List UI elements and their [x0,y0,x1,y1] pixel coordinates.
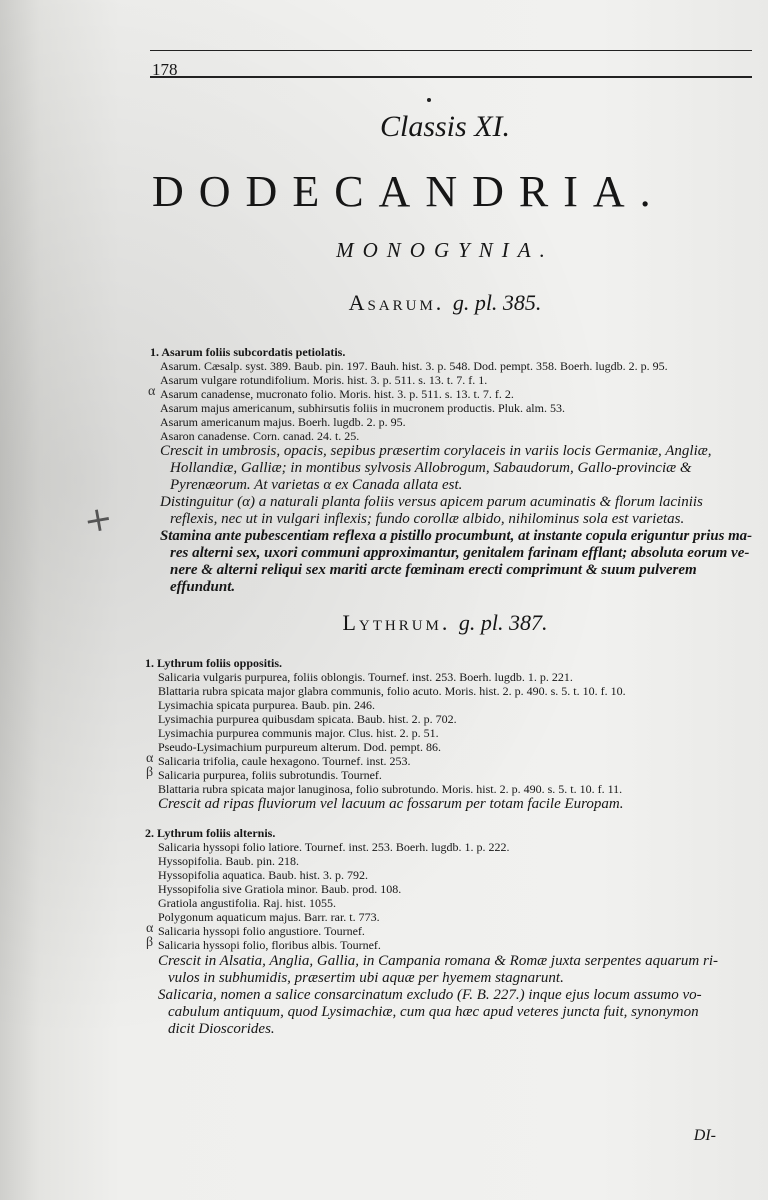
classis-heading: Classis XI. [379,110,511,143]
synonym-line: Pseudo-Lysimachium purpureum alterum. Dod. pempt. 86. [158,740,441,754]
habitat-note: Hollandiæ, Galliæ; in montibus sylvosis Allobrogum, Sabaudorum, Gallo-provinciæ & [170,460,692,476]
habitat-note: Crescit in umbrosis, opacis, sepibus præsertim corylaceis in variis locis Germaniæ, Angliæ, [160,443,712,459]
variety-marker: α [146,921,154,936]
synonym-line: Hyssopifolia aquatica. Baub. hist. 3. p. 792. [158,868,368,882]
catchword: DI- [693,1127,716,1144]
synonym-line: Polygonum aquaticum majus. Barr. rar. t. 773. [158,910,380,924]
page-number: 178 [152,60,178,79]
synonym-line: Blattaria rubra spicata major lanuginosa, folio subrotundo. Moris. hist. 2. p. 490. s. 5. t. 10. f. 11. [158,782,623,796]
stamina-note: Stamina ante pubescentiam reflexa a pistillo procumbunt, at instante copula eriguntur prius ma- [160,528,753,544]
species-line: 2. Lythrum foliis alternis. [145,826,276,840]
synonym-line: Salicaria hyssopi folio angustiore. Tournef. [158,924,365,938]
distinction-note: Distinguitur (α) a naturali planta foliis versus apicem parum acuminatis & florum laciniis [160,494,703,510]
variety-marker: α [146,751,154,766]
variety-marker: α [148,384,156,399]
synonym-line: Lysimachia spicata purpurea. Baub. pin. 246. [158,698,375,712]
synonym-line: Salicaria hyssopi folio latiore. Tournef. inst. 253. Boerh. lugdb. 1. p. 222. [158,840,510,854]
synonym-line: Gratiola angustifolia. Raj. hist. 1055. [158,896,336,910]
synonym-line: Hyssopifolia sive Gratiola minor. Baub. prod. 108. [158,882,402,896]
distinction-note: reflexis, nec ut in vulgari inflexis; fundo corollæ albido, nihilominus sola est varietas. [170,511,685,527]
habitat-note: Crescit ad ripas fluviorum vel lacuum ac fossarum per totam facile Europam. [158,796,624,812]
stamina-note: nere & alterni reliqui sex mariti arcte fœminam erecti comprimunt & suum pulverem [170,562,697,578]
stamina-note: effundunt. [170,579,236,595]
synonym-line: Salicaria trifolia, caule hexagono. Tournef. inst. 253. [158,754,411,768]
synonym-line: Salicaria hyssopi folio, floribus albis. Tournef. [158,938,381,952]
stamina-note: res alterni sex, uxori communi approximantur, genitalem farinam efflant; absoluta eorum ve- [170,545,750,561]
variety-marker: β [146,935,154,950]
nomenclature-note: Salicaria, nomen a salice consarcinatum excludo (F. B. 227.) inque ejus locum assumo vo- [158,987,702,1003]
habitat-note: Pyrenæorum. At varietas α ex Canada allata est. [170,477,463,493]
ornament-dot [427,98,431,102]
synonym-line: Asarum majus americanum, subhirsutis foliis in mucronem productis. Pluk. alm. 53. [160,401,565,415]
synonym-line: Asarum canadense, mucronato folio. Moris. hist. 3. p. 511. s. 13. t. 7. f. 2. [160,387,514,401]
nomenclature-note: dicit Dioscorides. [168,1021,275,1037]
genus-name: Lythrum. [342,610,451,635]
genus-name: Asarum. [348,290,445,315]
synonym-line: Blattaria rubra spicata major glabra communis, folio acuto. Moris. hist. 2. p. 490. s. 5. t. 10. f. 10. [158,684,626,698]
order-subtitle: MONOGYNIA. [336,238,554,262]
variety-marker: β [146,765,154,780]
synonym-line: Lysimachia purpurea communis major. Clus. hist. 2. p. 51. [158,726,439,740]
genus-reference: g. pl. 385. [452,290,542,315]
synonym-line: Salicaria purpurea, foliis subrotundis. Tournef. [158,768,382,782]
header-rule-top [150,50,752,51]
species-line: 1. Asarum foliis subcordatis petiolatis. [150,345,346,359]
pencil-mark: + [80,497,116,543]
header-rule [150,76,752,78]
genus-reference: g. pl. 387. [458,610,548,635]
habitat-note: vulos in subhumidis, præsertim ubi aquæ per hyemem stagnarunt. [168,970,564,986]
genus-heading-asarum [0,290,768,316]
habitat-note: Crescit in Alsatia, Anglia, Gallia, in Campania romana & Romæ juxta serpentes aquarum ri- [158,953,719,969]
synonym-line: Asarum americanum majus. Boerh. lugdb. 2. p. 95. [160,415,406,429]
genus-heading-lythrum [0,610,768,636]
species-line: 1. Lythrum foliis oppositis. [145,656,283,670]
synonym-line: Lysimachia purpurea quibusdam spicata. Baub. hist. 2. p. 702. [158,712,457,726]
synonym-line: Salicaria vulgaris purpurea, foliis oblongis. Tournef. inst. 253. Boerh. lugdb. 1. p. 221. [158,670,573,684]
nomenclature-note: cabulum antiquum, quod Lysimachiæ, cum qua hæc apud veteres juncta fuit, synonymon [168,1004,699,1020]
synonym-line: Asarum vulgare rotundifolium. Moris. hist. 3. p. 511. s. 13. t. 7. f. 1. [160,373,488,387]
synonym-line: Asarum. Cæsalp. syst. 389. Baub. pin. 197. Bauh. hist. 3. p. 548. Dod. pempt. 358. Boerh. lugdb. 2. p. 95. [160,359,668,373]
synonym-line: Asaron canadense. Corn. canad. 24. t. 25. [160,429,360,443]
class-title: DODECANDRIA. [152,167,666,216]
synonym-line: Hyssopifolia. Baub. pin. 218. [158,854,299,868]
